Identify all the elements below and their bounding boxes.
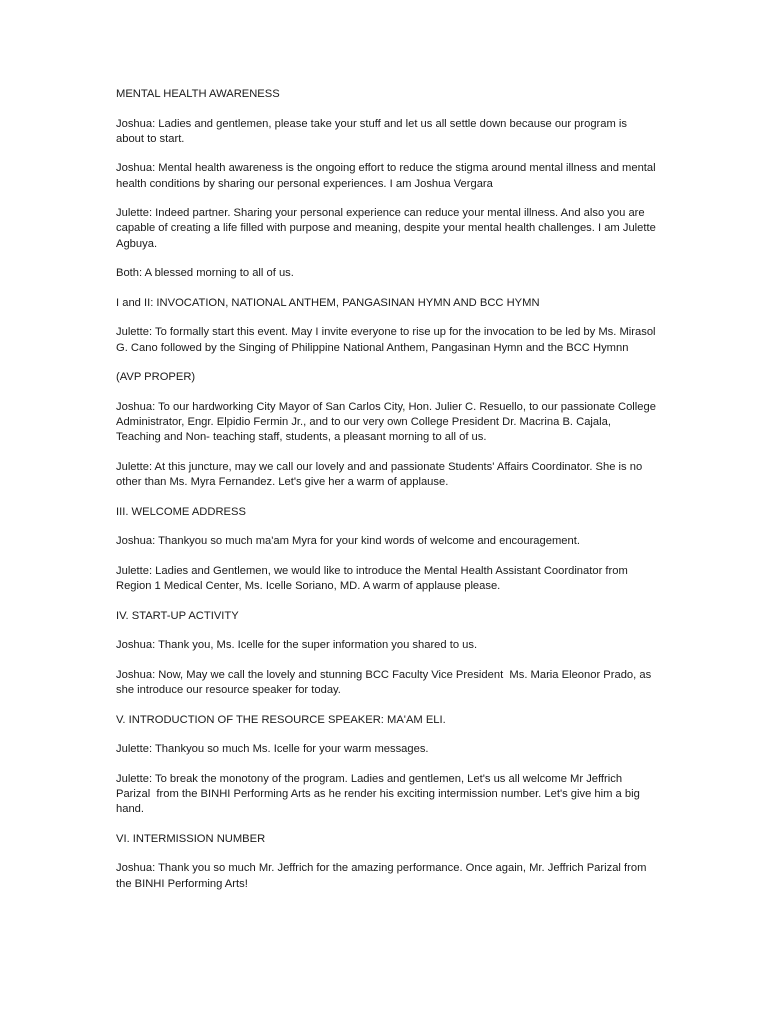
paragraph: Julette: To formally start this event. May I invite everyone to rise up for the invocation to be led by Ms. Mirasol G. Cano followed by the Singing of Philippine National Anthem, Pangasinan Hymn and the BCC Hymnn: [116, 326, 659, 354]
paragraph: Julette: Thankyou so much Ms. Icelle for your warm messages.: [116, 743, 429, 756]
section-heading: IV. START-UP ACTIVITY: [116, 609, 239, 622]
paragraph: Joshua: Mental health awareness is the ongoing effort to reduce the stigma around mental illness and mental health conditions by sharing our personal experiences. I am Joshua Vergara: [116, 162, 659, 190]
paragraph: Joshua: Thankyou so much ma'am Myra for your kind words of welcome and encouragement.: [116, 535, 580, 548]
paragraph: Joshua: Thank you, Ms. Icelle for the super information you shared to us.: [116, 639, 478, 652]
document-title: MENTAL HEALTH AWARENESS: [116, 88, 280, 100]
paragraph: Joshua: To our hardworking City Mayor of San Carlos City, Hon. Julier C. Resuello, to our passionate College Administrator, Engr. Elpidio Fermin Jr., and to our very own College President Dr. Macrina B. Cajala, Teaching and Non- teaching staff, students, a pleasant morning to all of us.: [116, 400, 659, 444]
section-heading: III. WELCOME ADDRESS: [116, 505, 246, 518]
document-page: [116, 87, 659, 906]
paragraph: Both: A blessed morning to all of us.: [116, 267, 294, 280]
paragraph: (AVP PROPER): [116, 371, 196, 384]
paragraph: Joshua: Now, May we call the lovely and stunning BCC Faculty Vice President Ms. Maria Eleonor Prado, as she introduce our resource speaker for today.: [116, 668, 655, 696]
section-heading: VI. INTERMISSION NUMBER: [116, 832, 266, 845]
paragraph: Julette: At this juncture, may we call our lovely and and passionate Students' Affairs Coordinator. She is no other than Ms. Myra Fernandez. Let's give her a warm of applause.: [116, 460, 646, 488]
section-heading: V. INTRODUCTION OF THE RESOURCE SPEAKER: MA'AM ELI.: [116, 713, 446, 726]
paragraph: Joshua: Thank you so much Mr. Jeffrich for the amazing performance. Once again, Mr. Jeffrich Parizal from the BINHI Performing Arts!: [116, 862, 650, 890]
paragraph: Julette: To break the monotony of the program. Ladies and gentlemen, Let's us all welcome Mr Jeffrich Parizal from the BINHI Performing Arts as he render his exciting intermission number. Let's give him a big hand.: [116, 772, 643, 816]
paragraph: Julette: Ladies and Gentlemen, we would like to introduce the Mental Health Assistant Coordinator from Region 1 Medical Center, Ms. Icelle Soriano, MD. A warm of applause please.: [116, 564, 631, 592]
section-heading: I and II: INVOCATION, NATIONAL ANTHEM, PANGASINAN HYMN AND BCC HYMN: [116, 296, 540, 309]
paragraph: Joshua: Ladies and gentlemen, please take your stuff and let us all settle down because our program is about to start.: [116, 117, 631, 145]
paragraph: Julette: Indeed partner. Sharing your personal experience can reduce your mental illness. And also you are capable of creating a life filled with purpose and meaning, despite your mental health challenges. I am Julette Agbuya.: [116, 207, 659, 250]
